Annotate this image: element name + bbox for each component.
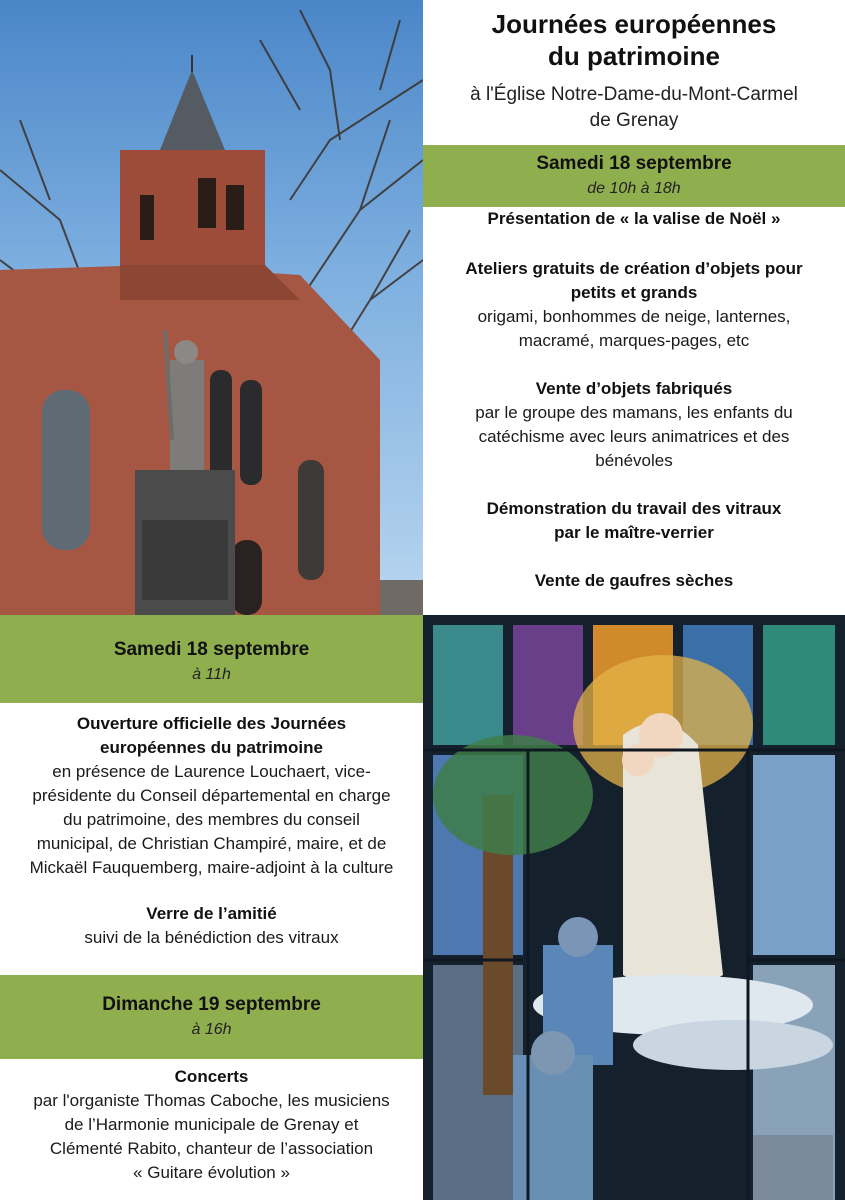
event-location xyxy=(423,82,845,134)
opening-text: municipal, de Christian Champiré, maire, et de xyxy=(36,834,387,853)
event-header xyxy=(423,8,845,134)
opening-text: Mickaël Fauquemberg, maire-adjoint à la culture xyxy=(29,858,394,877)
church-illustration xyxy=(0,0,423,615)
sunday-band xyxy=(0,975,423,1059)
event-location-line: de Grenay xyxy=(589,110,679,131)
saturday-day-date: Samedi 18 septembre xyxy=(536,153,732,174)
activity-title: Ateliers gratuits de création d’objets pour xyxy=(465,259,803,278)
stained-glass-photo xyxy=(423,615,845,1200)
stained-glass-illustration xyxy=(423,615,845,1200)
concerts-text: de l’Harmonie municipale de Grenay et xyxy=(64,1115,359,1134)
concerts-text: par l'organiste Thomas Caboche, les musiciens xyxy=(33,1091,390,1110)
opening-section xyxy=(0,712,423,950)
event-title-line: du patrimoine xyxy=(548,41,720,71)
activity-vente xyxy=(423,377,845,473)
saturday-11-band xyxy=(0,615,423,703)
activity-text: origami, bonhommes de neige, lanternes, xyxy=(477,307,791,326)
saturday-11-date: Samedi 18 septembre xyxy=(113,639,310,660)
church-photo xyxy=(0,0,423,615)
verre-text: suivi de la bénédiction des vitraux xyxy=(84,928,339,947)
verre-title: Verre de l’amitié xyxy=(146,904,277,923)
saturday-11-time: à 11h xyxy=(192,666,231,683)
activity-title: Présentation de « la valise de Noël » xyxy=(487,209,781,228)
opening-block xyxy=(0,712,423,880)
activity-valise xyxy=(423,207,845,231)
opening-text: présidente du Conseil départemental en charge xyxy=(32,786,391,805)
statue xyxy=(170,360,204,470)
activity-gaufres xyxy=(423,569,845,593)
verre-block xyxy=(0,902,423,950)
opening-title: européennes du patrimoine xyxy=(100,738,323,757)
sunday-date: Dimanche 19 septembre xyxy=(102,994,321,1015)
saturday-day-time: de 10h à 18h xyxy=(587,180,681,197)
activity-text: bénévoles xyxy=(595,451,673,470)
sunday-time: à 16h xyxy=(191,1021,232,1038)
concerts-section xyxy=(0,1065,423,1185)
activity-ateliers xyxy=(423,257,845,353)
event-location-line: à l'Église Notre-Dame-du-Mont-Carmel xyxy=(470,84,798,105)
activity-text: catéchisme avec leurs animatrices et des xyxy=(478,427,790,446)
activity-title: Vente de gaufres sèches xyxy=(534,571,734,590)
activity-title: Vente d’objets fabriqués xyxy=(535,379,733,398)
opening-title: Ouverture officielle des Journées xyxy=(76,714,347,733)
spire xyxy=(160,70,225,150)
event-title-line: Journées européennes xyxy=(491,9,777,39)
opening-text: en présence de Laurence Louchaert, vice- xyxy=(52,762,371,781)
concerts-text: Clémenté Rabito, chanteur de l’association xyxy=(49,1139,374,1158)
church-window xyxy=(42,390,90,550)
concerts-text: « Guitare évolution » xyxy=(133,1163,290,1182)
activity-text: macramé, marques-pages, etc xyxy=(518,331,750,350)
activity-text: par le groupe des mamans, les enfants du xyxy=(475,403,793,422)
activity-title: petits et grands xyxy=(570,283,698,302)
saturday-activities xyxy=(423,207,845,593)
soldier-figure xyxy=(513,1055,593,1200)
activity-title: par le maître-verrier xyxy=(554,523,714,542)
event-title xyxy=(423,8,845,72)
saturday-day-band xyxy=(423,145,845,207)
activity-title: Démonstration du travail des vitraux xyxy=(486,499,782,518)
opening-text: du patrimoine, des membres du conseil xyxy=(63,810,360,829)
concerts-title: Concerts xyxy=(174,1067,249,1086)
activity-vitraux xyxy=(423,497,845,545)
